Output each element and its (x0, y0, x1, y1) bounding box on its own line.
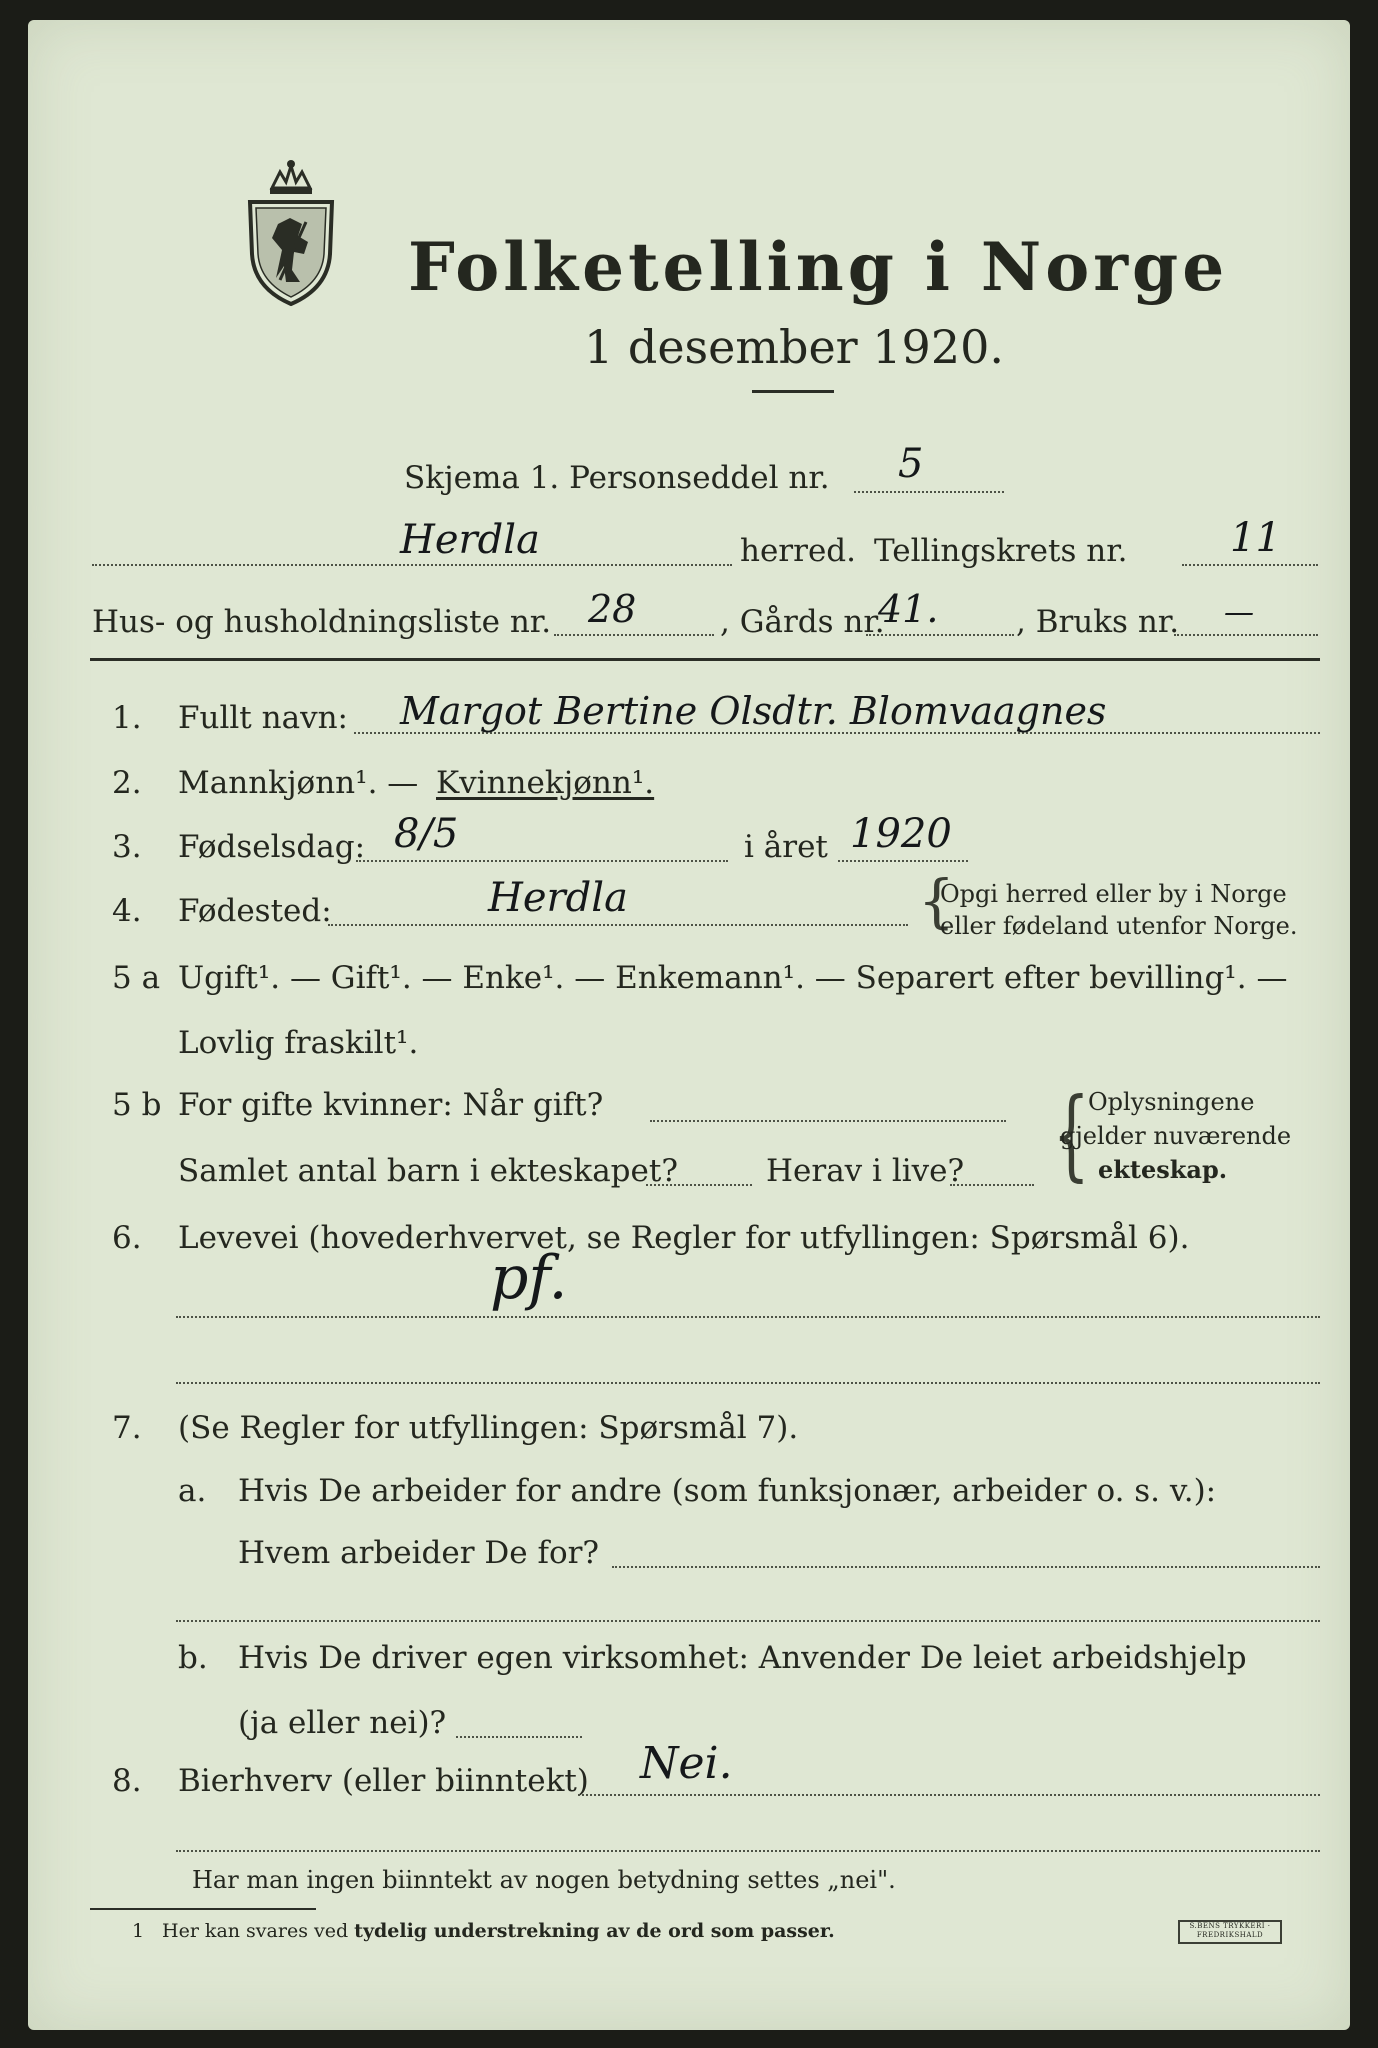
q4-note-line1: Opgi herred eller by i Norge (940, 880, 1287, 908)
q7a-employer-line (612, 1566, 1320, 1568)
q2-mannkjonn: Mannkjønn¹. — (178, 765, 419, 801)
gards-label: , Gårds nr. (720, 604, 885, 640)
tellingskrets-value: 11 (1230, 515, 1281, 561)
tellingskrets-line (1182, 564, 1318, 566)
personseddel-value: 5 (898, 441, 924, 487)
q5b-married-line (650, 1120, 1006, 1122)
personseddel-line (854, 491, 1004, 493)
title-divider (752, 390, 834, 393)
q6-value: pf. (490, 1243, 568, 1313)
form-title: Folketelling i Norge (408, 228, 1229, 306)
q5b-number: 5 b (112, 1087, 162, 1123)
herred-line (92, 564, 732, 566)
q5b-alive-line (950, 1184, 1034, 1186)
footnote-text (162, 1922, 835, 1941)
q3-year-label: i året (744, 829, 828, 865)
q3-year-line (838, 860, 968, 862)
husholdning-line (554, 634, 714, 636)
form-subtitle: 1 desember 1920. (584, 320, 1004, 374)
q7b-answer-line (456, 1736, 582, 1738)
q6-line2 (176, 1382, 1320, 1384)
q7-label: (Se Regler for utfyllingen: Spørsmål 7). (178, 1410, 799, 1446)
q8-line (578, 1794, 1320, 1796)
herred-label: herred. (740, 533, 856, 569)
bruks-line (1174, 634, 1318, 636)
tellingskrets-label: Tellingskrets nr. (874, 533, 1128, 569)
q3-year-value: 1920 (850, 811, 952, 857)
herred-value: Herdla (400, 517, 540, 563)
census-form-sheet (28, 20, 1350, 2030)
q4-note-line2: eller fødeland utenfor Norge. (940, 912, 1298, 940)
q2-kvinnekjonn: Kvinnekjønn¹. (436, 765, 655, 801)
norway-coat-of-arms-icon (242, 158, 340, 308)
q3-number: 3. (112, 829, 142, 865)
footnote-divider (90, 1908, 316, 1910)
q5b-children-label: Samlet antal barn i ekteskapet? (178, 1153, 678, 1189)
q5b-brace: { (1052, 1078, 1090, 1192)
q6-label: Levevei (hovederhvervet, se Regler for utfyllingen: Spørsmål 6). (178, 1220, 1190, 1256)
husholdning-value: 28 (588, 587, 637, 631)
q7b-line1: Hvis De driver egen virksomhet: Anvender De leiet arbeidshjelp (238, 1640, 1247, 1676)
bruks-value: — (1224, 595, 1254, 630)
husholdning-label: Hus- og husholdningsliste nr. (92, 604, 552, 640)
q4-value: Herdla (488, 875, 628, 921)
q4-brace: { (918, 867, 955, 935)
q4-label: Fødested: (178, 893, 332, 929)
q7a-extra-line (176, 1620, 1320, 1622)
q3-value: 8/5 (394, 811, 459, 857)
q6-number: 6. (112, 1220, 142, 1256)
q5b-note-line2: gjelder nuværende (1060, 1122, 1292, 1150)
q7b-letter: b. (178, 1640, 208, 1676)
q8-label: Bierhverv (eller biinntekt) (178, 1763, 589, 1799)
printer-stamp: S.BENS TRYKKERI · FREDRIKSHALD (1178, 1920, 1282, 1944)
skjema-label: Skjema 1. Personseddel nr. (404, 460, 830, 496)
q5a-line2: Lovlig fraskilt¹. (178, 1025, 419, 1061)
q5a-number: 5 a (112, 960, 161, 996)
q2-number: 2. (112, 765, 142, 801)
q1-label: Fullt navn: (178, 700, 348, 736)
q4-line (328, 924, 908, 926)
q7a-line1: Hvis De arbeider for andre (som funksjonær, arbeider o. s. v.): (238, 1473, 1217, 1509)
q8-value: Nei. (640, 1738, 733, 1789)
bruks-label: , Bruks nr. (1016, 604, 1180, 640)
q5b-line1: For gifte kvinner: Når gift? (178, 1087, 604, 1123)
footnote-number: 1 (132, 1920, 145, 1942)
header-divider (90, 658, 1320, 661)
q1-number: 1. (112, 700, 142, 736)
q7b-line2: (ja eller nei)? (238, 1705, 447, 1741)
q7a-line2: Hvem arbeider De for? (238, 1535, 600, 1571)
gards-value: 41. (878, 587, 939, 631)
q3-label: Fødselsdag: (178, 829, 366, 865)
footer-note: Har man ingen biinntekt av nogen betydning settes „nei". (192, 1866, 896, 1894)
q8-number: 8. (112, 1763, 142, 1799)
q5b-children-line (646, 1184, 752, 1186)
q7a-letter: a. (178, 1473, 207, 1509)
q5b-note-line1: Oplysningene (1088, 1088, 1255, 1116)
footnote-plain: Her kan svares ved (162, 1920, 349, 1942)
q5b-note-line3: ekteskap. (1098, 1155, 1228, 1184)
footnote-bold: tydelig understrekning av de ord som passer. (354, 1920, 835, 1942)
q1-value: Margot Bertine Olsdtr. Blomvaagnes (400, 689, 1107, 733)
q5a-line1: Ugift¹. — Gift¹. — Enke¹. — Enkemann¹. — Separert efter bevilling¹. — (178, 960, 1288, 996)
q4-number: 4. (112, 893, 142, 929)
gards-line (866, 634, 1014, 636)
q7-number: 7. (112, 1410, 142, 1446)
q6-line1 (176, 1316, 1320, 1318)
q3-line (356, 860, 728, 862)
q5b-alive-label: Herav i live? (766, 1153, 965, 1189)
q8-extra-line (176, 1850, 1320, 1852)
